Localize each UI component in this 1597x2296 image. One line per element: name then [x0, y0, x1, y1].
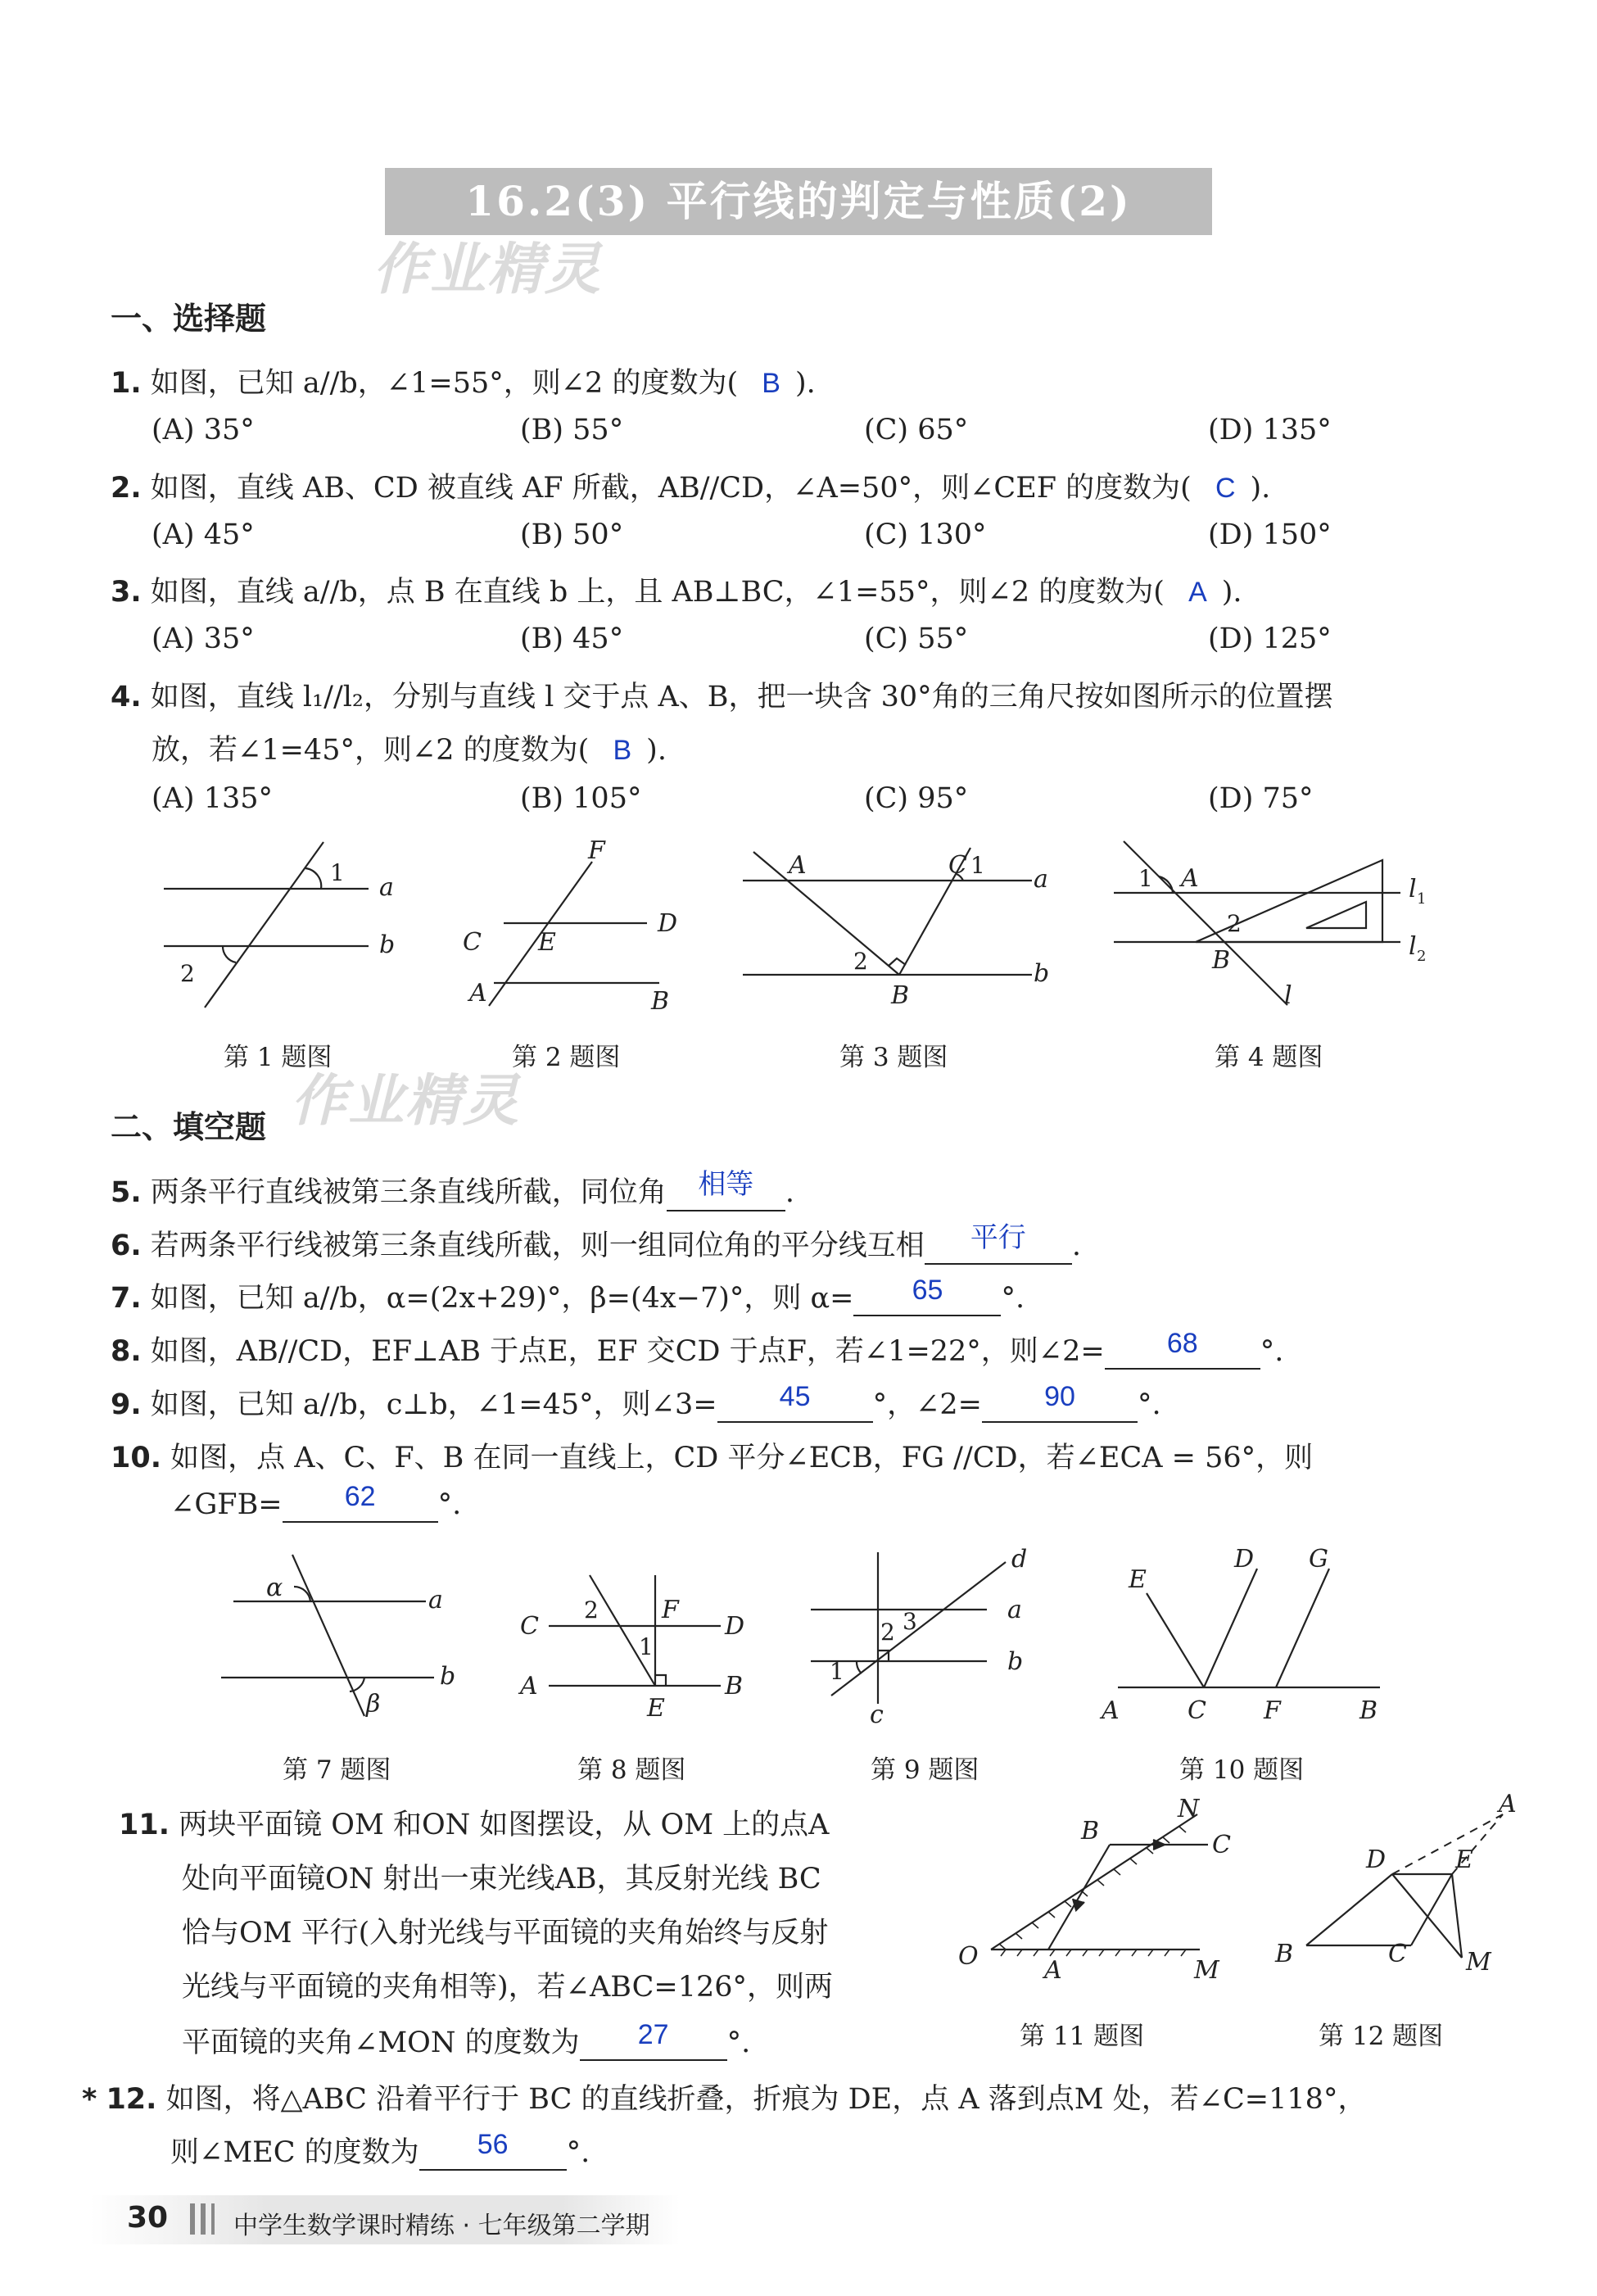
- page-title: 16.2(3) 平行线的判定与性质(2): [465, 177, 1132, 225]
- figure-4: [1106, 831, 1450, 1028]
- fig10-label-F: F: [1264, 1696, 1281, 1724]
- caption-fig-11: 第 11 题图: [1020, 2022, 1145, 2051]
- caption-fig-3: 第 3 题图: [839, 1043, 948, 1072]
- answer: A: [1188, 577, 1207, 608]
- question-end: ).: [1221, 576, 1242, 609]
- fig7-label-b: b: [440, 1662, 456, 1691]
- question-number: 7.: [111, 1282, 142, 1315]
- q2-option-d: (D) 150°: [1208, 519, 1332, 551]
- question-text: 如图，直线 l₁//l₂，分别与直线 l 交于点 A、B，把一块含 30°角的三角尺按如图所示的位置摆: [150, 681, 1333, 713]
- question-end: °.: [566, 2136, 590, 2169]
- footer-bar: [201, 2203, 206, 2235]
- question-number: 9.: [111, 1388, 142, 1421]
- fig1-label-1: 1: [330, 859, 345, 886]
- caption-fig-12: 第 12 题图: [1319, 2022, 1444, 2051]
- question-5: [111, 1170, 794, 1211]
- question-12-line-2: [170, 2130, 590, 2171]
- fig2-label-F: F: [588, 836, 605, 865]
- caption-fig-8: 第 8 题图: [577, 1755, 686, 1785]
- q4-option-b: (B) 105°: [520, 782, 642, 815]
- q1-option-c: (C) 65°: [864, 414, 969, 446]
- question-star: *: [82, 2083, 97, 2116]
- fig12-label-B: B: [1275, 1940, 1294, 1968]
- figure-7: [209, 1548, 479, 1728]
- fig4-label-l: l: [1284, 981, 1292, 1010]
- q1-option-d: (D) 135°: [1208, 414, 1332, 446]
- question-8: [111, 1329, 1283, 1370]
- fig9-label-d: d: [1011, 1545, 1028, 1574]
- fig11-label-B: B: [1081, 1817, 1100, 1845]
- question-number: 11.: [119, 1809, 170, 1841]
- question-1: [111, 360, 816, 401]
- figure-3: [733, 836, 1077, 1032]
- question-text: 如图，直线 AB、CD 被直线 AF 所截，AB//CD，∠A=50°，则∠CEF 的度数为(: [150, 472, 1192, 505]
- question-number: 6.: [111, 1230, 142, 1262]
- question-4-line-2: [152, 727, 667, 768]
- answer-blank: [580, 2019, 727, 2061]
- fig2-label-B: B: [651, 987, 670, 1016]
- section-fill-heading: 二、填空题: [111, 1109, 267, 1145]
- fig8-label-B: B: [725, 1672, 744, 1700]
- fig12-label-E: E: [1455, 1845, 1473, 1874]
- figure-11: [950, 1794, 1253, 1990]
- question-11-line-1: [119, 1802, 829, 1843]
- question-11-line-3: 恰与OM 平行(入射光线与平面镜的夹角始终与反射: [182, 1917, 829, 1950]
- caption-fig-1: 第 1 题图: [224, 1043, 333, 1072]
- watermark: 作业精灵: [373, 238, 603, 302]
- figure-8: [516, 1552, 762, 1732]
- answer: B: [762, 368, 780, 399]
- q3-option-c: (C) 55°: [864, 623, 969, 655]
- question-6: [111, 1223, 1081, 1265]
- question-end: .: [1071, 1230, 1081, 1262]
- answer: 62: [344, 1481, 376, 1512]
- answer: 平行: [970, 1222, 1026, 1253]
- question-number: 2.: [111, 472, 142, 505]
- fig3-label-C: C: [948, 851, 967, 880]
- q3-option-a: (A) 35°: [152, 623, 255, 655]
- question-7: [111, 1275, 1025, 1316]
- question-text: 如图，AB//CD，EF⊥AB 于点E，EF 交CD 于点F，若∠1=22°，则∠2=: [150, 1335, 1105, 1368]
- answer-blank: [667, 1170, 785, 1211]
- question-end: .: [785, 1176, 794, 1209]
- fig3-label-a: a: [1034, 865, 1048, 894]
- question-number: 3.: [111, 576, 142, 609]
- caption-fig-7: 第 7 题图: [283, 1755, 391, 1785]
- section-choice-heading: 一、选择题: [111, 301, 267, 337]
- book-title: 中学生数学课时精练 · 七年级第二学期: [233, 2212, 650, 2240]
- answer-blank: [419, 2129, 567, 2171]
- question-end: ).: [646, 734, 667, 767]
- figure-1: [147, 836, 418, 1032]
- answer: 65: [912, 1275, 943, 1306]
- figure-2: [455, 827, 700, 1032]
- figure-10: [1097, 1544, 1400, 1724]
- q2-option-b: (B) 50°: [520, 519, 624, 551]
- caption-fig-2: 第 2 题图: [512, 1043, 621, 1072]
- fig12-label-C: C: [1388, 1940, 1407, 1968]
- fig8-label-E: E: [647, 1694, 665, 1723]
- fig2-label-D: D: [658, 909, 678, 938]
- answer-blank: [717, 1381, 873, 1423]
- fig2-label-A: A: [469, 979, 487, 1008]
- caption-fig-9: 第 9 题图: [871, 1755, 979, 1785]
- question-text: 如图，点 A、C、F、B 在同一直线上，CD 平分∠ECB，FG //CD，若∠ECA = 56°，则: [170, 1442, 1314, 1474]
- watermark: 作业精灵: [291, 1069, 521, 1134]
- question-mid: °，∠2=: [872, 1388, 982, 1421]
- fig12-label-D: D: [1366, 1845, 1387, 1874]
- fig4-label-1: 1: [1138, 865, 1153, 892]
- question-text: 则∠MEC 的度数为: [170, 2136, 419, 2169]
- fig4-label-l2: l: [1409, 932, 1417, 961]
- question-text: 平面镜的夹角∠MON 的度数为: [182, 2027, 580, 2059]
- question-end: °.: [437, 1488, 462, 1521]
- answer: C: [1215, 473, 1236, 504]
- caption-fig-10: 第 10 题图: [1179, 1755, 1305, 1785]
- question-12-line-1: [82, 2076, 1366, 2117]
- fig8-label-F: F: [662, 1596, 679, 1624]
- fig10-label-C: C: [1188, 1696, 1206, 1724]
- q2-option-a: (A) 45°: [152, 519, 255, 551]
- fig8-label-2: 2: [584, 1596, 599, 1624]
- fig9-label-c: c: [870, 1700, 884, 1724]
- figure-9: [803, 1544, 1048, 1724]
- fig8-label-C: C: [520, 1612, 539, 1641]
- fig10-label-D: D: [1234, 1545, 1255, 1574]
- answer-blank: [283, 1481, 438, 1523]
- question-text: 若两条平行线被第三条直线所截，则一组同位角的平分线互相: [150, 1230, 925, 1262]
- q4-option-d: (D) 75°: [1208, 782, 1314, 815]
- question-number: 8.: [111, 1335, 142, 1368]
- fig7-label-a: a: [428, 1586, 443, 1614]
- fig8-label-A: A: [520, 1672, 538, 1700]
- question-text: 如图，将△ABC 沿着平行于 BC 的直线折叠，折痕为 DE，点 A 落到点M 处，若∠C=118°，: [165, 2083, 1367, 2116]
- fig2-label-E: E: [538, 928, 556, 957]
- q1-option-a: (A) 35°: [152, 414, 255, 446]
- question-text: 两条平行直线被第三条直线所截，同位角: [150, 1176, 667, 1209]
- answer: B: [613, 735, 632, 766]
- question-text: 如图，直线 a//b，点 B 在直线 b 上，且 AB⊥BC，∠1=55°，则∠2 的度数为(: [150, 576, 1165, 609]
- question-4-line-1: [111, 674, 1333, 715]
- fig11-label-C: C: [1212, 1831, 1231, 1859]
- question-11-line-4: 光线与平面镜的夹角相等)，若∠ABC=126°，则两: [182, 1971, 834, 2004]
- answer: 68: [1166, 1328, 1198, 1359]
- fig7-label-alpha: α: [266, 1574, 283, 1602]
- question-end: °.: [1001, 1282, 1025, 1315]
- fig3-label-b: b: [1034, 959, 1050, 988]
- fig9-label-2: 2: [880, 1619, 895, 1646]
- question-end: °.: [1260, 1335, 1284, 1368]
- question-text: 如图，已知 a//b，α=(2x+29)°，β=(4x−7)°，则 α=: [150, 1282, 854, 1315]
- question-text: 如图，已知 a//b，∠1=55°，则∠2 的度数为(: [150, 367, 739, 400]
- question-text: ∠GFB=: [170, 1488, 283, 1521]
- question-text: 两块平面镜 OM 和ON 如图摆设，从 OM 上的点A: [179, 1809, 830, 1841]
- question-number: 5.: [111, 1176, 142, 1209]
- fig10-label-B: B: [1359, 1696, 1378, 1724]
- fig4-label-l2-sub: 2: [1417, 948, 1427, 965]
- fig11-label-N: N: [1178, 1795, 1200, 1823]
- q3-option-b: (B) 45°: [520, 623, 624, 655]
- figure-12: [1265, 1794, 1577, 1990]
- caption-fig-4: 第 4 题图: [1215, 1043, 1323, 1072]
- q2-option-c: (C) 130°: [864, 519, 987, 551]
- question-number: 4.: [111, 681, 142, 713]
- fig11-label-O: O: [958, 1942, 979, 1971]
- fig8-label-D: D: [725, 1612, 745, 1641]
- fig7-label-beta: β: [366, 1690, 381, 1719]
- question-end: ).: [1250, 472, 1271, 505]
- question-10-line-1: [111, 1435, 1313, 1476]
- fig8-label-1: 1: [639, 1633, 654, 1660]
- question-number: 1.: [111, 367, 142, 400]
- answer: 相等: [698, 1169, 754, 1200]
- question-number: 12.: [106, 2083, 157, 2116]
- fig3-label-A: A: [789, 851, 807, 880]
- fig4-label-B: B: [1212, 946, 1231, 975]
- fig4-label-A: A: [1181, 864, 1199, 893]
- question-10-line-2: [170, 1481, 462, 1523]
- fig2-label-C: C: [463, 928, 482, 957]
- fig4-label-l1-sub: 1: [1417, 890, 1427, 908]
- q1-option-b: (B) 55°: [520, 414, 624, 446]
- fig12-label-A: A: [1499, 1794, 1517, 1818]
- question-3: [111, 569, 1242, 610]
- question-11-line-5: [182, 2020, 750, 2061]
- fig9-label-a: a: [1007, 1596, 1022, 1624]
- question-9: [111, 1382, 1161, 1423]
- fig9-label-3: 3: [903, 1608, 917, 1635]
- fig10-label-G: G: [1309, 1545, 1328, 1574]
- question-2: [111, 465, 1270, 506]
- page-number: 30: [127, 2201, 169, 2235]
- answer-blank: [925, 1223, 1072, 1265]
- fig4-label-2: 2: [1227, 910, 1242, 937]
- answer-blank: [853, 1275, 1001, 1316]
- footer-bar: [211, 2203, 215, 2235]
- fig12-label-M: M: [1466, 1948, 1491, 1977]
- fig3-label-B: B: [891, 981, 910, 1010]
- answer-blank: [1105, 1328, 1260, 1370]
- question-11-line-2: 处向平面镜ON 射出一束光线AB，其反射光线 BC: [182, 1863, 821, 1895]
- question-text: 放，若∠1=45°，则∠2 的度数为(: [152, 734, 590, 767]
- answer: 27: [637, 2019, 669, 2050]
- question-end: °.: [726, 2027, 751, 2059]
- answer-2: 90: [1044, 1381, 1075, 1412]
- answer: 56: [477, 2129, 509, 2160]
- fig1-label-a: a: [379, 873, 394, 902]
- fig1-label-2: 2: [180, 960, 195, 987]
- fig1-label-b: b: [379, 931, 396, 959]
- answer: 45: [779, 1381, 811, 1412]
- question-end: ).: [794, 367, 816, 400]
- fig3-label-2: 2: [853, 948, 868, 975]
- q4-option-c: (C) 95°: [864, 782, 969, 815]
- fig10-label-E: E: [1129, 1565, 1147, 1594]
- fig11-label-A: A: [1044, 1956, 1062, 1985]
- q4-option-a: (A) 135°: [152, 782, 274, 815]
- fig3-label-1: 1: [970, 852, 985, 879]
- fig9-label-1: 1: [830, 1658, 844, 1685]
- question-end: °.: [1138, 1388, 1161, 1421]
- answer-blank-2: [982, 1381, 1138, 1423]
- question-number: 10.: [111, 1442, 162, 1474]
- fig10-label-A: A: [1102, 1696, 1120, 1724]
- footer-bar: [190, 2203, 195, 2235]
- fig11-label-M: M: [1194, 1956, 1219, 1985]
- fig9-label-b: b: [1007, 1647, 1024, 1676]
- fig4-label-l1: l: [1409, 875, 1417, 903]
- q3-option-d: (D) 125°: [1208, 623, 1332, 655]
- question-text: 如图，已知 a//b，c⊥b，∠1=45°，则∠3=: [150, 1388, 717, 1421]
